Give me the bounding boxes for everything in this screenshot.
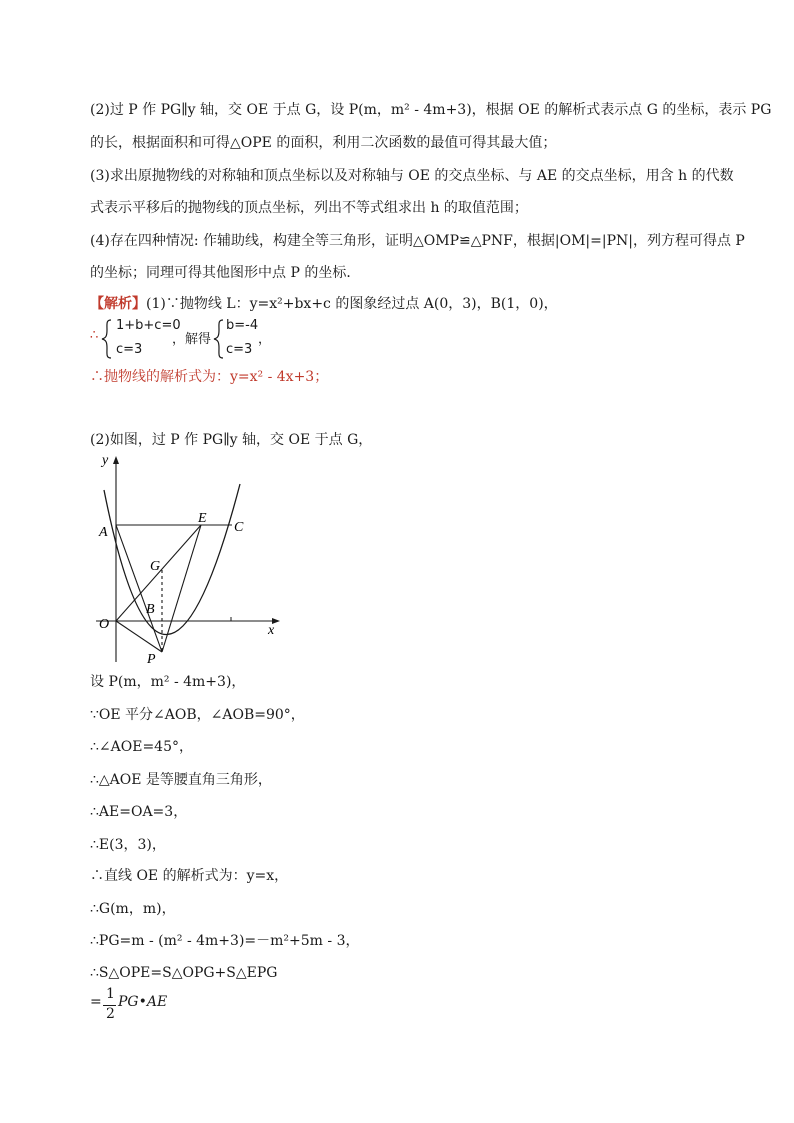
right-brace-icon bbox=[212, 318, 226, 360]
y-axis-arrow-icon bbox=[113, 456, 119, 464]
hint-3-line-1: (3)求出原抛物线的对称轴和顶点坐标以及对称轴与 OE 的交点坐标、与 AE 的交点坐标，用含 h 的代数 bbox=[90, 168, 734, 184]
system-b-row-2: c=3 bbox=[226, 342, 253, 357]
hint-2-line-2: 的长，根据面积和可得△OPE 的面积，利用二次函数的最值可得其最大值； bbox=[90, 135, 557, 151]
step-4: ∴AE=OA=3， bbox=[90, 804, 188, 820]
step-set-p: 设 P(m，m² - 4m+3)， bbox=[90, 674, 246, 690]
fraction-denominator: 2 bbox=[106, 1006, 115, 1022]
parabola-figure bbox=[88, 452, 288, 668]
axis-x-label: x bbox=[268, 623, 275, 638]
step-7: ∴G(m，m)， bbox=[90, 901, 176, 917]
line-ep bbox=[162, 525, 201, 652]
system-a-row-2: c=3 bbox=[116, 342, 143, 357]
system-end-comma: ， bbox=[258, 332, 272, 347]
hint-4-line-1: (4)存在四种情况: 作辅助线，构建全等三角形，证明△OMP≌△PNF，根据|OM|=|PN|，列方程可得点 P bbox=[90, 233, 745, 249]
solution-line-1 bbox=[90, 294, 558, 314]
fraction-numerator: 1 bbox=[106, 986, 115, 1002]
axis-y-label: y bbox=[102, 453, 109, 468]
step-5: ∴E(3，3)， bbox=[90, 837, 166, 853]
parabola-result: ∴抛物线的解析式为：y=x² - 4x+3； bbox=[90, 369, 329, 385]
hint-3-line-2: 式表示平移后的抛物线的顶点坐标，列出不等式组求出 h 的取值范围； bbox=[90, 200, 528, 216]
point-b-label: B bbox=[146, 602, 155, 617]
point-c-label: C bbox=[234, 520, 244, 535]
point-a-label: A bbox=[99, 525, 108, 540]
step-8: ∴PG=m - (m² - 4m+3)=－m²+5m - 3， bbox=[90, 933, 360, 949]
step-6: ∴直线 OE 的解析式为：y=x， bbox=[90, 868, 289, 884]
step-1: ∵OE 平分∠AOB，∠AOB=90°， bbox=[90, 707, 305, 723]
solve-text: ，解得 bbox=[172, 332, 212, 347]
hint-4-line-2: 的坐标；同理可得其他图形中点 P 的坐标． bbox=[90, 265, 361, 281]
step-10-rest: PG•AE bbox=[118, 994, 168, 1010]
point-g-label: G bbox=[150, 559, 161, 574]
solution-tag: 【解析】 bbox=[90, 296, 146, 312]
step-2: ∴∠AOE=45°， bbox=[90, 739, 193, 755]
therefore-symbol: ∴ bbox=[90, 328, 99, 343]
point-e-label: E bbox=[198, 511, 207, 526]
solution-part-1-text: (1)∵抛物线 L：y=x²+bx+c 的图象经过点 A(0，3)，B(1，0)， bbox=[146, 296, 558, 312]
step-10-equals: = bbox=[90, 994, 102, 1010]
step-9: ∴S△OPE=S△OPG+S△EPG bbox=[90, 965, 278, 981]
line-op bbox=[116, 621, 162, 652]
line-ap bbox=[116, 525, 162, 652]
hint-2-line-1: (2)过 P 作 PG∥y 轴，交 OE 于点 G，设 P(m，m² - 4m+3)，根据 OE 的解析式表示点 G 的坐标，表示 PG bbox=[90, 102, 772, 118]
step-3: ∴△AOE 是等腰直角三角形， bbox=[90, 772, 272, 788]
left-brace-icon bbox=[100, 318, 114, 360]
system-b-row-1: b=-4 bbox=[226, 318, 259, 333]
part-2-title: (2)如图，过 P 作 PG∥y 轴，交 OE 于点 G， bbox=[90, 432, 373, 448]
point-p-label: P bbox=[147, 652, 156, 667]
system-a-row-1: 1+b+c=0 bbox=[116, 318, 181, 333]
point-o-label: O bbox=[99, 617, 110, 632]
